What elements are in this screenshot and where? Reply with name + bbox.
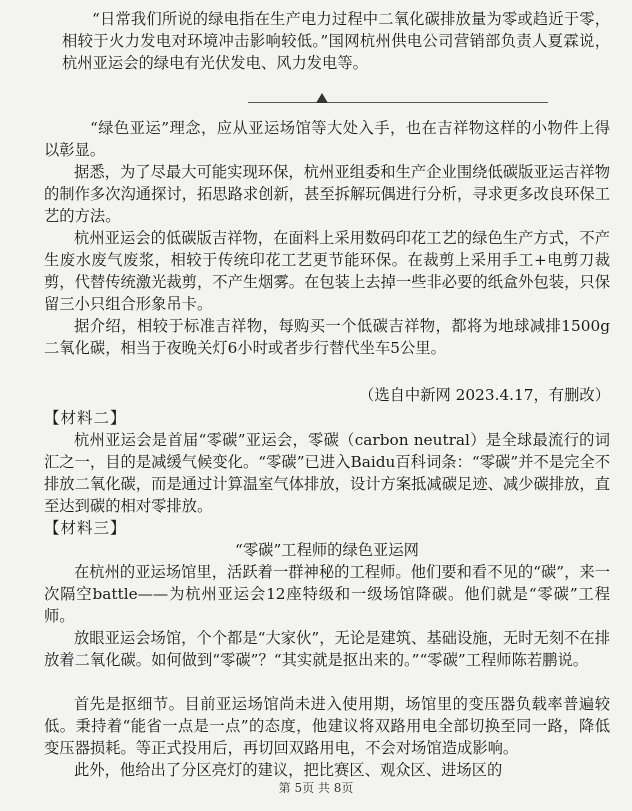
section-divider: [248, 102, 548, 103]
material1-paragraph: 据悉，为了尽最大可能实现环保，杭州亚组委和生产企业围绕低碳版亚运吉祥物的制作多次沟通探讨，拓思路求创新，甚至拆解玩偶进行分析，寻求更多改良环保工艺的方法。: [44, 163, 610, 225]
material3-title: “零碳”工程师的绿色亚运网: [235, 541, 419, 559]
material3-paragraph: 在杭州的亚运场馆里，活跃着一群神秘的工程师。他们要和看不见的“碳”，来一次隔空battle——为杭州亚运会12座特级和一级场馆降碳。他们就是“零碳”工程师。: [44, 563, 610, 625]
material1-source: （选自中新网 2023.4.17，有删改）: [359, 386, 610, 404]
material2-paragraph: 杭州亚运会是首届“零碳”亚运会，零碳（carbon neutral）是全球最流行的词汇之一，目的是减缓气候变化。“零碳”已进入Baidu百科词条：“零碳”并不是完全不排放二氧化碳，而是通过计算温室气体排放，设计方案抵减碳足迹、减少碳排放，直至达到碳的相对零排放。: [44, 431, 610, 515]
material3-paragraph: 此外，他给出了分区亮灯的建议，把比赛区、观众区、进场区的: [74, 761, 503, 779]
divider-triangle-icon: [316, 93, 328, 103]
material3-paragraph: 放眼亚运会场馆，个个都是“大家伙”，无论是建筑、基础设施，无时无刻不在排放着二氧化碳。如何做到“零碳”？“其实就是抠出来的。”“零碳”工程师陈若鹏说。: [44, 629, 610, 669]
material1-paragraph: “绿色亚运”理念，应从亚运场馆等大处入手，也在吉祥物这样的小物件上得以彰显。: [44, 119, 610, 159]
material1-paragraph: 据介绍，相较于标准吉祥物，每购买一个低碳吉祥物，都将为地球减排1500g二氧化碳，相当于夜晚关灯6小时或者步行替代坐车5公里。: [44, 317, 610, 357]
material3-paragraph: 首先是抠细节。目前亚运场馆尚未进入使用期，场馆里的变压器负载率普遍较低。秉持着“能省一点是一点”的态度，他建议将双路用电全部切换至同一路，降低变压器损耗。等正式投用后，再切回双路用电，不会对场馆造成影响。: [44, 695, 610, 757]
material2-header: 【材料二】: [44, 409, 127, 427]
material1-paragraph: 杭州亚运会的低碳版吉祥物，在面料上采用数码印花工艺的绿色生产方式，不产生废水废气废浆，相较于传统印花工艺更节能环保。在裁剪上采用手工+电剪刀裁剪，代替传统激光裁剪，不产生烟雾。在包装上去掉一些非必要的纸盒外包装，只保留三小只组合形象吊卡。: [44, 229, 610, 313]
material1-quote-paragraph: “日常我们所说的绿电指在生产电力过程中二氧化碳排放量为零或趋近于零，相较于火力发电对环境冲击影响较低。”国网杭州供电公司营销部负责人夏霖说，杭州亚运会的绿电有光伏发电、风力发电等。: [62, 10, 610, 72]
page-footer: 第 5页 共 8页: [278, 781, 354, 795]
material3-header: 【材料三】: [44, 519, 127, 537]
